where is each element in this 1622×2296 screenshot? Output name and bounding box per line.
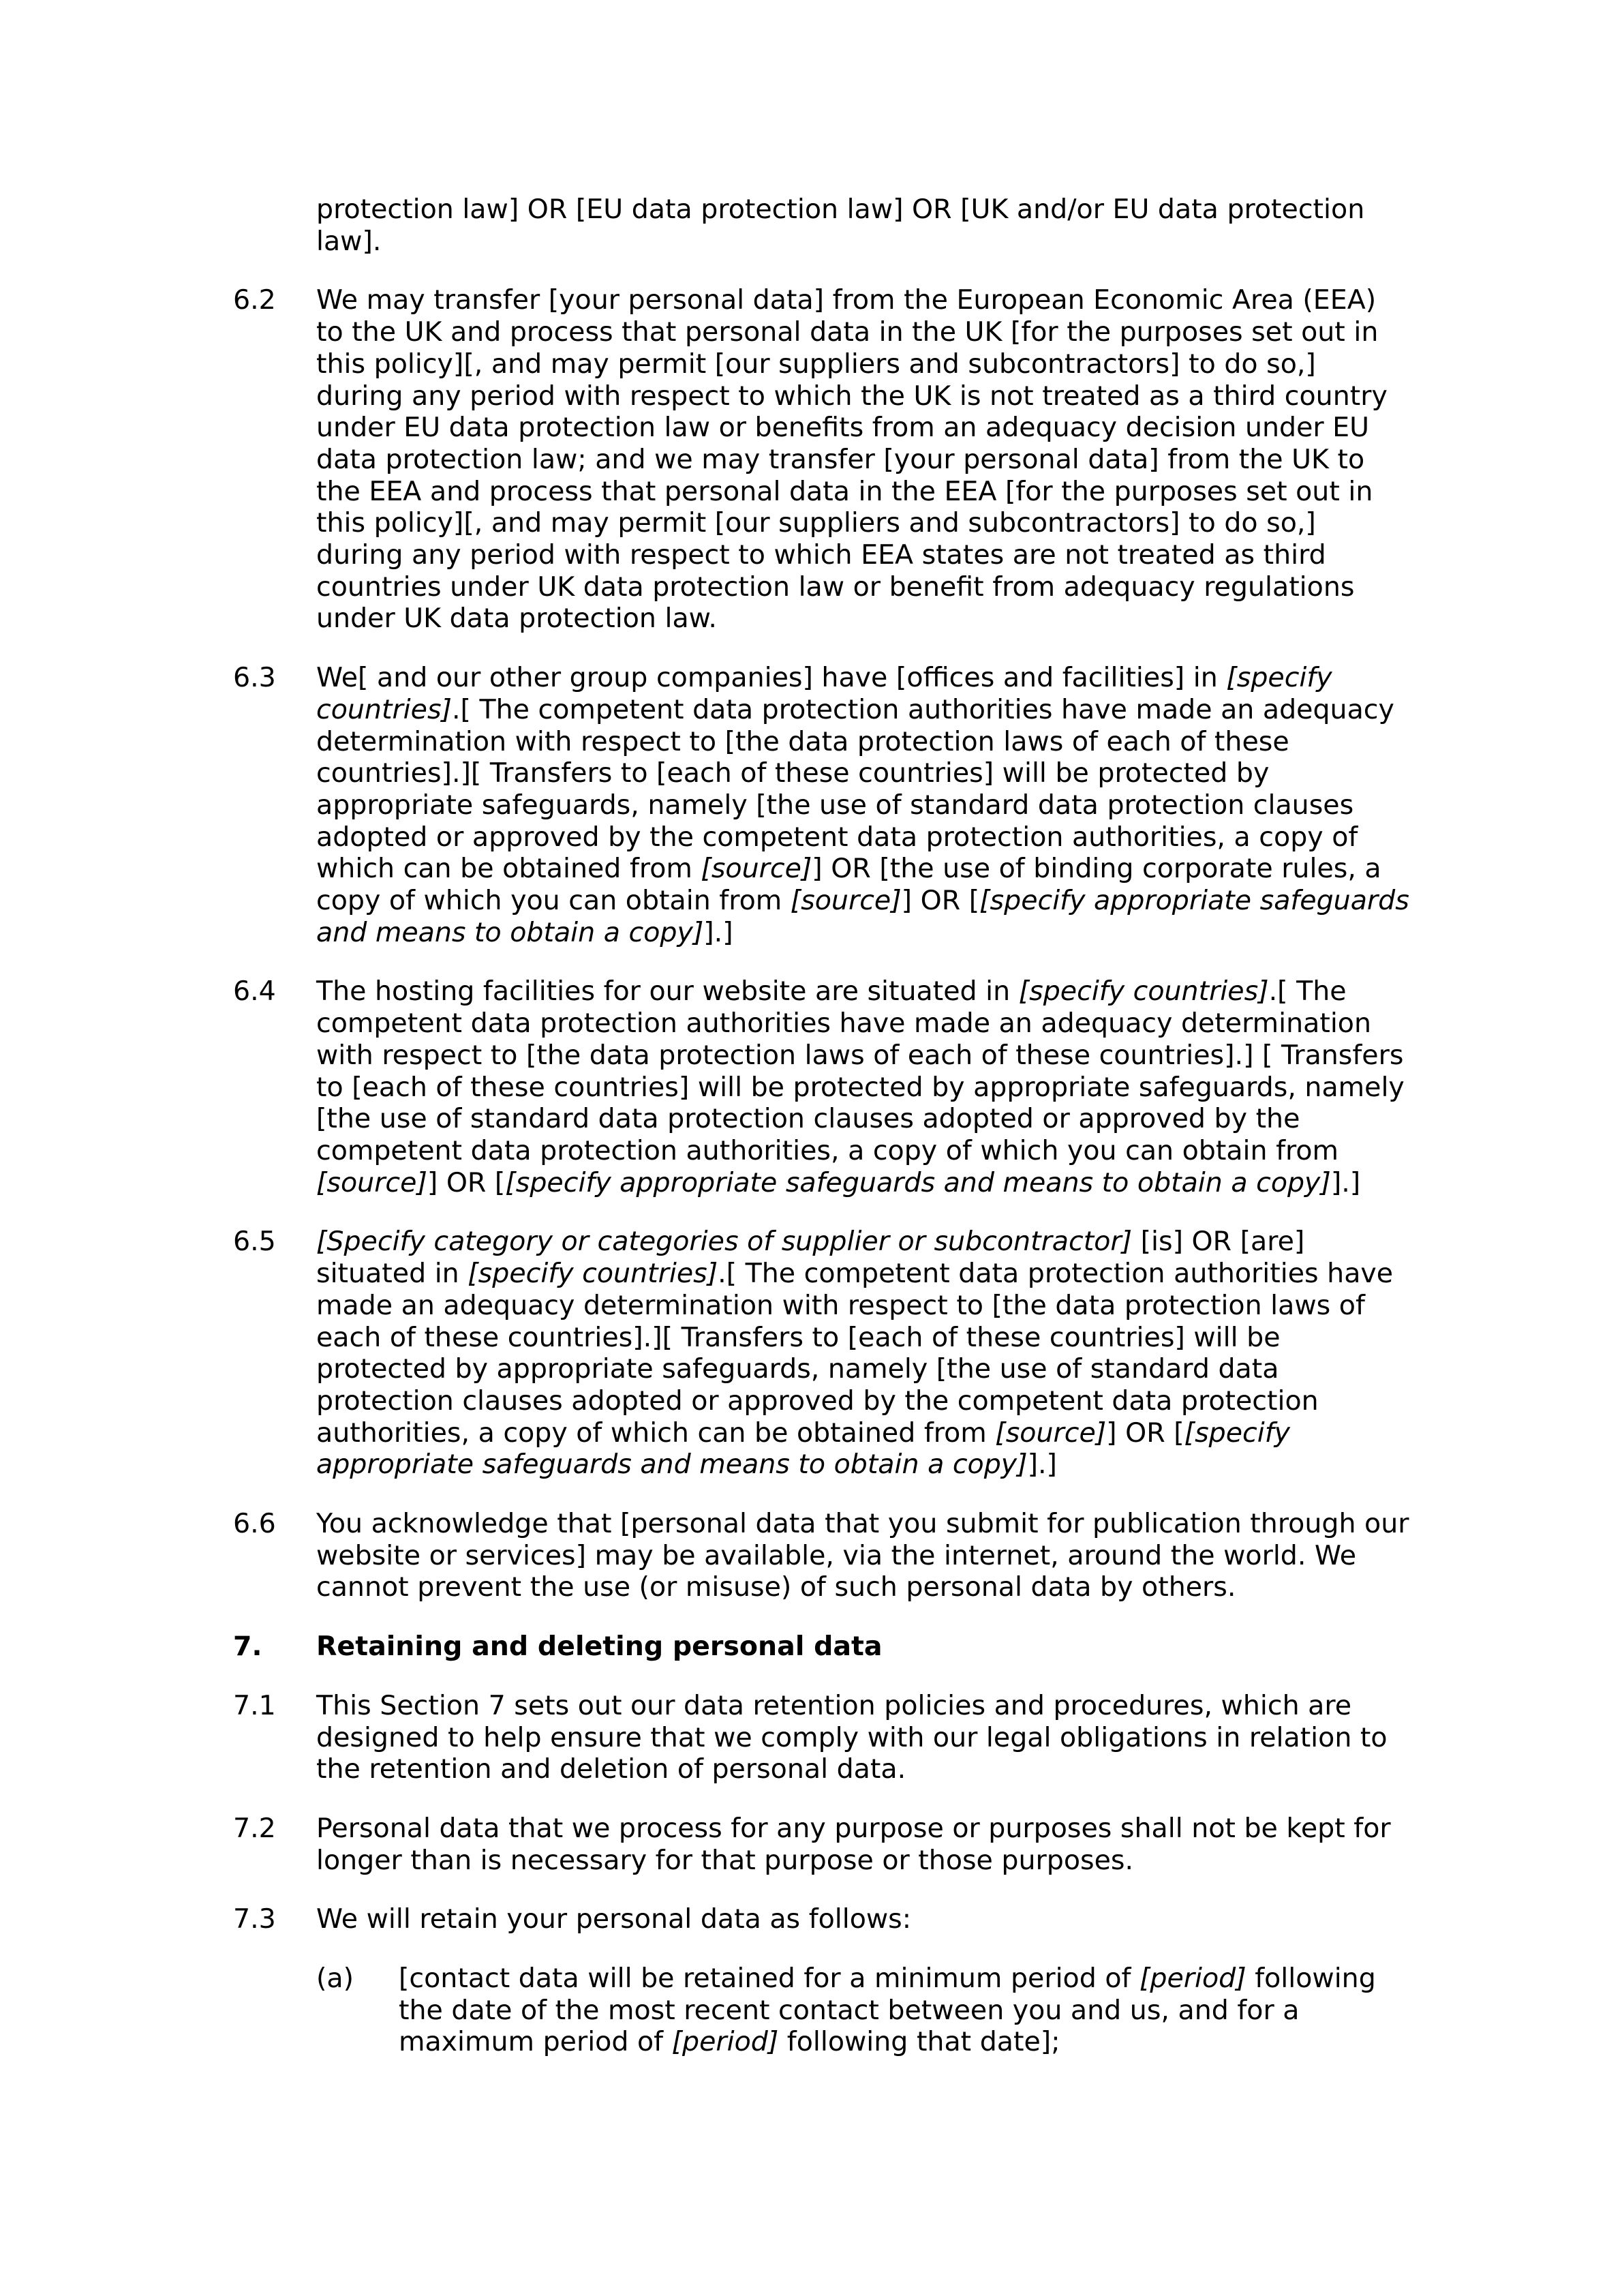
clause-number: 6.5	[233, 1226, 276, 1258]
text-run: ].]	[1330, 1166, 1361, 1198]
clause-7-1	[0, 1690, 1622, 1785]
placeholder-text: [period]	[1139, 1963, 1246, 1995]
clause-6-3	[0, 662, 1622, 948]
text-run: ] OR [	[1106, 1417, 1184, 1449]
text-run: .[ The competent data protection authorities have made an adequacy determination with respect to [the data protection laws of each of these countries].] [ Transfers to [each of these countries] will be protected by appropriate safeguards, namely [the use of standard data protection clauses adopted or approved by the competent data protection authorities, a copy of which you can obtain from	[316, 976, 1405, 1166]
clause-text	[316, 194, 1409, 257]
text-run: ].]	[1027, 1449, 1057, 1481]
clause-number: 6.4	[233, 976, 276, 1008]
clause-number: 6.6	[233, 1508, 276, 1540]
clause-6-6	[0, 1508, 1622, 1603]
text-run: We[ and our other group companies] have [offices and facilities] in	[316, 662, 1227, 694]
clause-number: 6.2	[233, 284, 276, 316]
clause-6-5	[0, 1226, 1622, 1481]
text-run: .[ The competent data protection authorities have made an adequacy determination with respect to [the data protection laws of each of these countries].][ Transfers to [each of these countries] will be protected by appropriate safeguards, namely [the use of standard data protection clauses adopted or approved by the competent data protection authorities, a copy of which can be obtained from	[316, 1258, 1394, 1449]
text-run: protection law] OR [EU data protection law] OR [UK and/or EU data protection law].	[316, 194, 1365, 257]
placeholder-text: [specify countries]	[1018, 976, 1269, 1008]
clause-7-2	[0, 1813, 1622, 1876]
clause-text	[316, 1690, 1409, 1785]
text-run: You acknowledge that [personal data that you submit for publication through our website or services] may be available, via the internet, around the world. We cannot prevent the use (or misuse) of such personal data by others.	[316, 1508, 1409, 1603]
text-run: Retaining and deleting personal data	[316, 1631, 883, 1663]
clause-text	[399, 1963, 1409, 2058]
clause-number: 7.2	[233, 1812, 276, 1844]
placeholder-text: [period]	[671, 2026, 779, 2058]
clause-text	[316, 1508, 1409, 1603]
text-run: This Section 7 sets out our data retention policies and procedures, which are designed to help ensure that we comply with our legal obligations in relation to the retention and deletion of personal data.	[316, 1689, 1388, 1785]
placeholder-text: [specify appropriate safeguards and means to obtain a copy]	[316, 1417, 1290, 1481]
section-title	[316, 1631, 1409, 1663]
text-run: ] OR [	[901, 885, 980, 917]
clause-7-3-a	[0, 1963, 1622, 2058]
clause-number: 7.3	[233, 1903, 276, 1935]
placeholder-text: [source]	[790, 885, 902, 917]
text-run: [is] OR [are] situated in	[316, 1226, 1305, 1290]
text-run: .[ The competent data protection authorities have made an adequacy determination with respect to [the data protection laws of each of these countries].][ Transfers to [each of these countries] will be protected by appropriate safeguards, namely [the use of standard data protection clauses adopted or approved by the competent data protection authorities, a copy of which can be obtained from	[316, 693, 1394, 885]
text-run: following the date of the most recent contact between you and us, and for a maximum period of	[399, 1963, 1376, 2058]
clause-text	[316, 284, 1409, 635]
placeholder-text: [source]	[316, 1166, 427, 1198]
text-run: The hosting facilities for our website are situated in	[316, 976, 1019, 1008]
text-run: ] OR [the use of binding corporate rules, a copy of which you can obtain from	[316, 853, 1381, 917]
section-number: 7.	[233, 1631, 262, 1663]
clause-7-3	[0, 1903, 1622, 1935]
clause-text	[316, 1226, 1409, 1481]
placeholder-text: [source]	[995, 1417, 1107, 1449]
clause-6-4	[0, 976, 1622, 1198]
placeholder-text: [source]	[701, 853, 812, 885]
text-run: We will retain your personal data as follows:	[316, 1903, 912, 1935]
sub-clause-label: (a)	[316, 1963, 354, 1995]
text-run: We may transfer [your personal data] from the European Economic Area (EEA) to the UK and process that personal data in the UK [for the purposes set out in this policy][, and may permit [our suppliers and subcontractors] to do so,] during any period with respect to which the UK is not treated as a third country under EU data protection law or benefits from an adequacy decision under EU data protection law; and we may transfer [your personal data] from the UK to the EEA and process that personal data in the EEA [for the purposes set out in this policy][, and may permit [our suppliers and subcontractors] to do so,] during any period with respect to which EEA states are not treated as third countries under UK data protection law or benefit from adequacy regulations under UK data protection law.	[316, 284, 1388, 635]
text-run: ] OR [	[427, 1166, 506, 1198]
placeholder-text: [Specify category or categories of supplier or subcontractor]	[316, 1226, 1133, 1258]
text-run: following that date];	[778, 2026, 1060, 2058]
clause-number: 6.3	[233, 662, 276, 694]
placeholder-text: [specify appropriate safeguards and means to obtain a copy]	[505, 1166, 1331, 1198]
text-run: Personal data that we process for any purpose or purposes shall not be kept for longer than is necessary for that purpose or those purposes.	[316, 1812, 1391, 1876]
section-7-heading	[0, 1631, 1622, 1663]
text-run: [contact data will be retained for a minimum period of	[399, 1963, 1139, 1995]
clause-6-1-continuation	[0, 194, 1622, 257]
placeholder-text: [specify countries]	[316, 662, 1332, 725]
clause-6-2	[0, 284, 1622, 635]
clause-text	[316, 1813, 1409, 1876]
placeholder-text: [specify appropriate safeguards and means to obtain a copy]	[316, 885, 1409, 948]
clause-text	[316, 1903, 1409, 1935]
clause-text	[316, 662, 1409, 948]
clause-text	[316, 976, 1409, 1198]
clause-number: 7.1	[233, 1689, 276, 1721]
placeholder-text: [specify countries]	[468, 1258, 718, 1290]
text-run: ].]	[703, 916, 733, 948]
